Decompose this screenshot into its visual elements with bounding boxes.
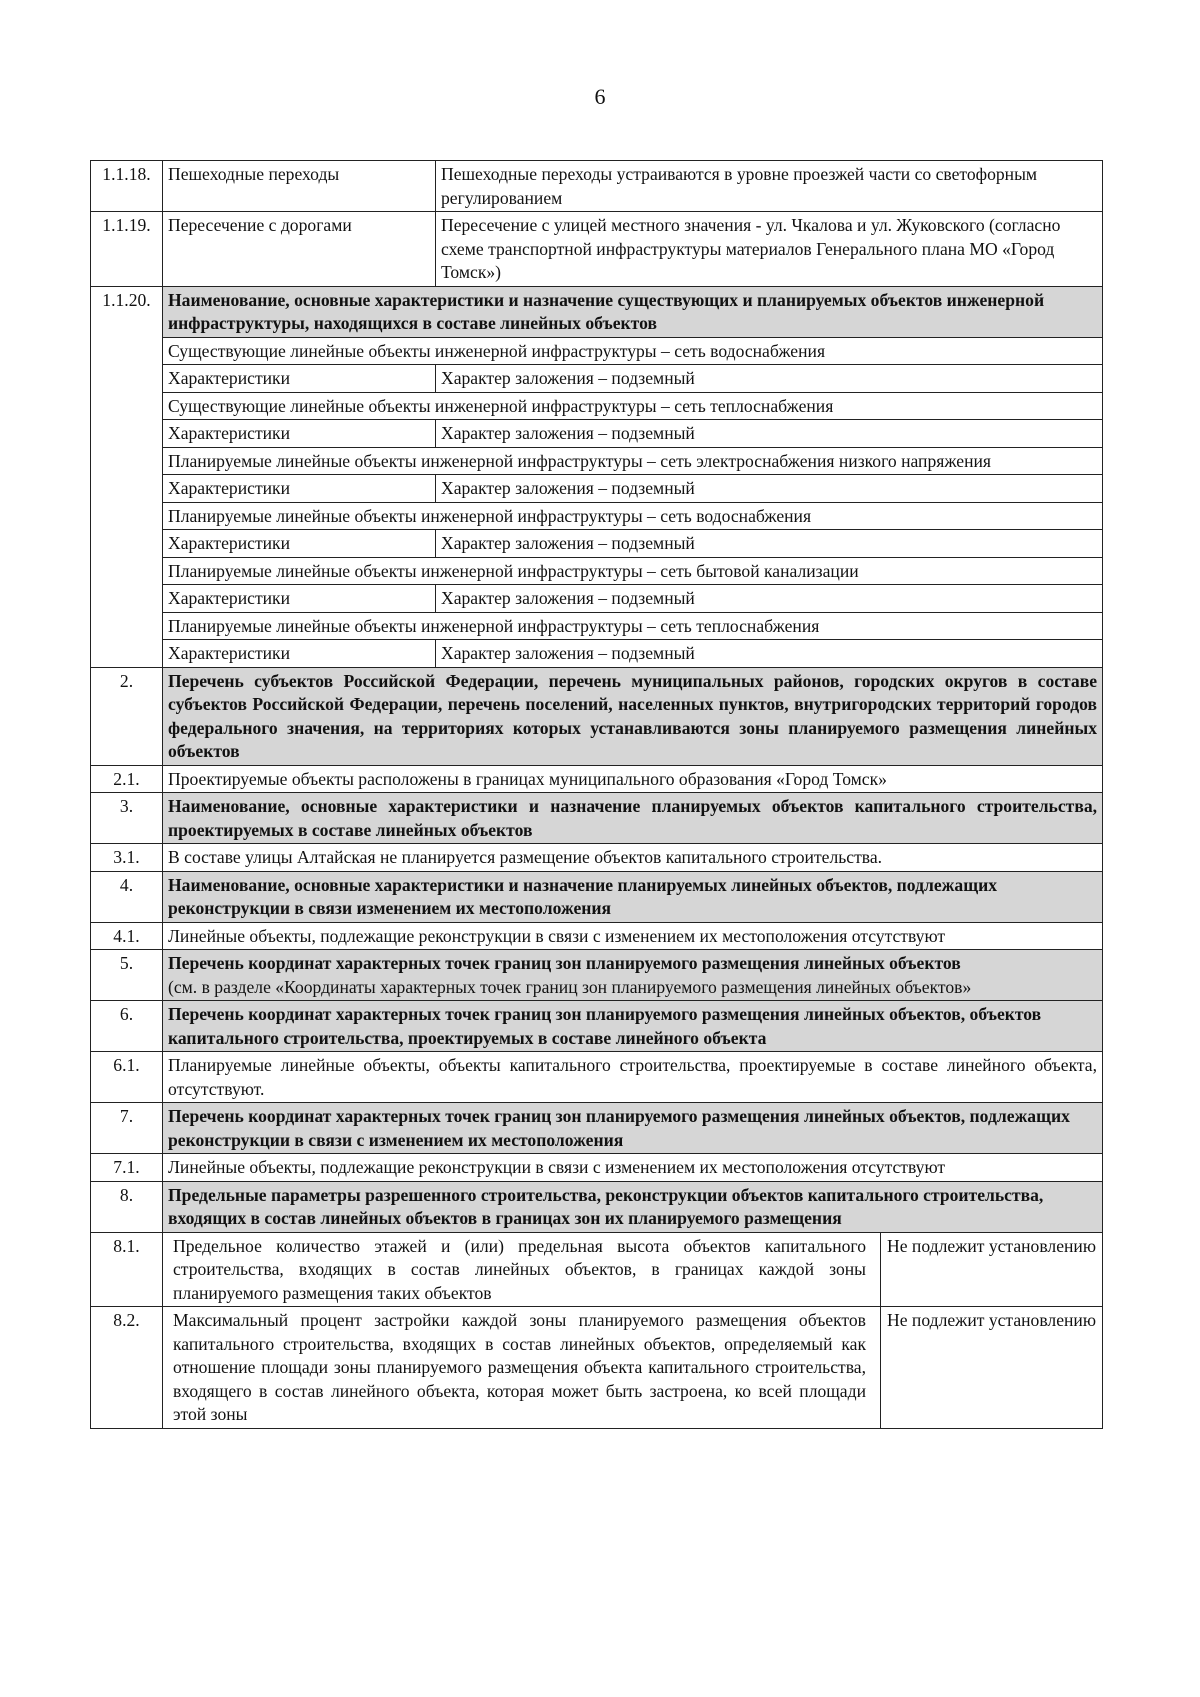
section-title: Перечень координат характерных точек границ зон планируемого размещения линейных объектов — [168, 953, 961, 973]
section-header: Наименование, основные характеристики и назначение существующих и планируемых объектов инженерной инфраструктуры, находящихся в составе линейных объектов — [163, 286, 1103, 337]
section-header: Предельные параметры разрешенного строительства, реконструкции объектов капитального строительства, входящих в состав линейных объектов в границах зон их планируемого размещения — [163, 1181, 1103, 1232]
network-title: Планируемые линейные объекты инженерной инфраструктуры – сеть водоснабжения — [163, 502, 1103, 530]
parameters-table — [90, 160, 1103, 1429]
table-row — [91, 1232, 1103, 1307]
characteristics-row — [91, 420, 1103, 448]
table-row — [91, 765, 1103, 793]
characteristics-label: Характеристики — [163, 365, 436, 393]
characteristics-row — [91, 475, 1103, 503]
characteristics-label: Характеристики — [163, 530, 436, 558]
row-number: 2.1. — [91, 765, 163, 793]
network-title: Планируемые линейные объекты инженерной инфраструктуры – сеть бытовой канализации — [163, 557, 1103, 585]
characteristics-row — [91, 530, 1103, 558]
page-number: 6 — [594, 84, 606, 109]
row-number: 8.2. — [91, 1307, 163, 1429]
characteristics-value: Характер заложения – подземный — [436, 530, 1103, 558]
row-number: 4.1. — [91, 922, 163, 950]
table-row — [91, 161, 1103, 212]
section-header: Перечень координат характерных точек границ зон планируемого размещения линейных объектов, подлежащих реконструкции в связи с изменением их местоположения — [163, 1103, 1103, 1154]
row-value: Не подлежит установлению — [881, 1232, 1103, 1307]
characteristics-value: Характер заложения – подземный — [436, 475, 1103, 503]
row-number: 4. — [91, 871, 163, 922]
characteristics-value: Характер заложения – подземный — [436, 365, 1103, 393]
characteristics-value: Характер заложения – подземный — [436, 585, 1103, 613]
network-title: Существующие линейные объекты инженерной инфраструктуры – сеть теплоснабжения — [163, 392, 1103, 420]
row-name: Пешеходные переходы — [163, 161, 436, 212]
row-number: 3.1. — [91, 844, 163, 872]
table-row — [91, 922, 1103, 950]
section-header-row — [91, 286, 1103, 337]
section-header-row — [91, 667, 1103, 765]
characteristics-value: Характер заложения – подземный — [436, 640, 1103, 668]
row-text: Предельное количество этажей и (или) предельная высота объектов капитального строительства, входящих в состав линейных объектов, в границах каждой зоны планируемого размещения таких объектов — [163, 1232, 881, 1307]
section-header-row — [91, 793, 1103, 844]
table-row — [91, 1052, 1103, 1103]
row-number: 2. — [91, 667, 163, 765]
section-header-row — [91, 1181, 1103, 1232]
section-header-row — [91, 871, 1103, 922]
row-value: Не подлежит установлению — [881, 1307, 1103, 1429]
row-number: 1.1.18. — [91, 161, 163, 212]
characteristics-label: Характеристики — [163, 475, 436, 503]
network-title: Существующие линейные объекты инженерной инфраструктуры – сеть водоснабжения — [163, 337, 1103, 365]
table-row — [91, 844, 1103, 872]
network-title-row — [91, 447, 1103, 475]
section-header: Перечень координат характерных точек границ зон планируемого размещения линейных объектов, объектов капитального строительства, проектируемых в составе линейного объекта — [163, 1001, 1103, 1052]
row-text: Линейные объекты, подлежащие реконструкции в связи с изменением их местоположения отсутствуют — [163, 922, 1103, 950]
section-header-row — [91, 950, 1103, 1001]
section-header: Наименование, основные характеристики и назначение планируемых линейных объектов, подлежащих реконструкции в связи изменением их местоположения — [163, 871, 1103, 922]
section-header: Перечень субъектов Российской Федерации, перечень муниципальных районов, городских округов в составе субъектов Российской Федерации, перечень поселений, населенных пунктов, внутригородских территорий городов федерального значения, на территориях которых устанавливаются зоны планируемого размещения линейных объектов — [163, 667, 1103, 765]
network-title-row — [91, 337, 1103, 365]
row-text: Проектируемые объекты расположены в границах муниципального образования «Город Томск» — [163, 765, 1103, 793]
section-note: (см. в разделе «Координаты характерных точек границ зон планируемого размещения линейных объектов» — [168, 976, 972, 997]
row-number: 6. — [91, 1001, 163, 1052]
section-header-row — [91, 1001, 1103, 1052]
table-row — [91, 1154, 1103, 1182]
network-title: Планируемые линейные объекты инженерной инфраструктуры – сеть теплоснабжения — [163, 612, 1103, 640]
network-title-row — [91, 392, 1103, 420]
row-text: Линейные объекты, подлежащие реконструкции в связи с изменением их местоположения отсутствуют — [163, 1154, 1103, 1182]
characteristics-row — [91, 365, 1103, 393]
row-text: Максимальный процент застройки каждой зоны планируемого размещения объектов капитального строительства, входящих в состав линейных объектов, определяемый как отношение площади зоны планируемого размещения объекта капитального строительства, входящего в состав линейного объекта, которая может быть застроена, ко всей площади этой зоны — [163, 1307, 881, 1429]
characteristics-label: Характеристики — [163, 640, 436, 668]
section-header: Наименование, основные характеристики и назначение планируемых объектов капитального строительства, проектируемых в составе линейных объектов — [163, 793, 1103, 844]
row-name: Пересечение с дорогами — [163, 212, 436, 287]
section-header-row — [91, 1103, 1103, 1154]
table-row — [91, 212, 1103, 287]
row-number: 6.1. — [91, 1052, 163, 1103]
characteristics-row — [91, 585, 1103, 613]
row-number: 1.1.20. — [91, 286, 163, 667]
network-title-row — [91, 502, 1103, 530]
characteristics-row — [91, 640, 1103, 668]
characteristics-label: Характеристики — [163, 420, 436, 448]
row-value: Пересечение с улицей местного значения - ул. Чкалова и ул. Жуковского (согласно схеме транспортной инфраструктуры материалов Генерального плана МО «Город Томск») — [436, 212, 1103, 287]
row-number: 3. — [91, 793, 163, 844]
row-value: Пешеходные переходы устраиваются в уровне проезжей части со светофорным регулированием — [436, 161, 1103, 212]
row-number: 1.1.19. — [91, 212, 163, 287]
characteristics-value: Характер заложения – подземный — [436, 420, 1103, 448]
table-row — [91, 1307, 1103, 1429]
network-title-row — [91, 612, 1103, 640]
row-number: 8. — [91, 1181, 163, 1232]
row-number: 7.1. — [91, 1154, 163, 1182]
row-text: В составе улицы Алтайская не планируется размещение объектов капитального строительства. — [163, 844, 1103, 872]
row-number: 5. — [91, 950, 163, 1001]
row-text: Планируемые линейные объекты, объекты капитального строительства, проектируемые в составе линейного объекта, отсутствуют. — [163, 1052, 1103, 1103]
network-title-row — [91, 557, 1103, 585]
row-number: 8.1. — [91, 1232, 163, 1307]
section-header — [163, 950, 1103, 1001]
row-number: 7. — [91, 1103, 163, 1154]
characteristics-label: Характеристики — [163, 585, 436, 613]
network-title: Планируемые линейные объекты инженерной инфраструктуры – сеть электроснабжения низкого напряжения — [163, 447, 1103, 475]
